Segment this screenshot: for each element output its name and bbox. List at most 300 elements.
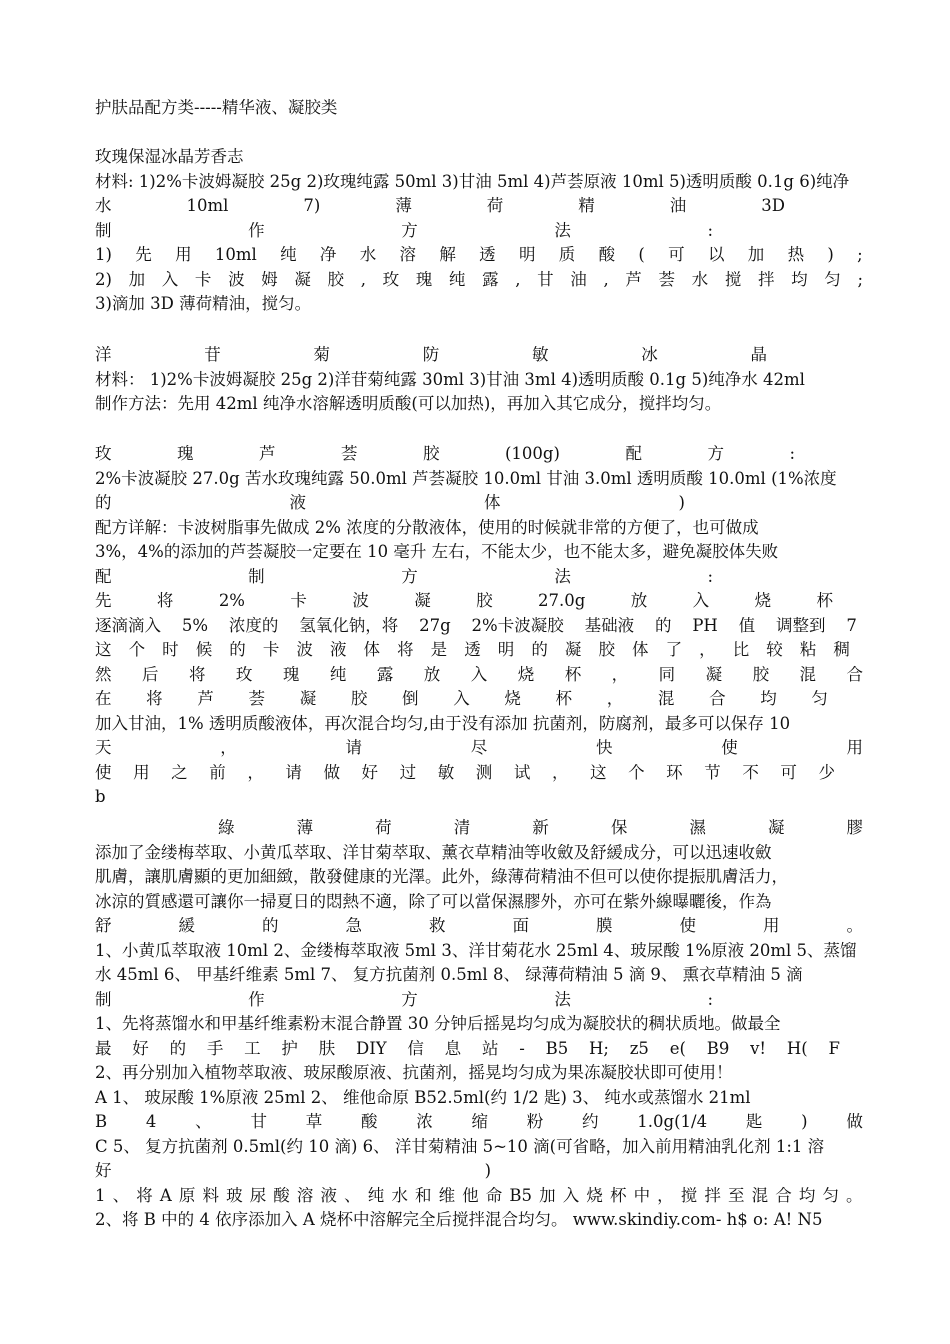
section-4-heading [218,816,863,841]
text-token: 露 [482,270,499,289]
document-title: 护肤品配方类-----精华液、凝胶类 [95,98,338,117]
text-token: 用 [763,916,780,935]
text-token: 粘 [799,640,817,659]
section-3-line: b [95,787,106,806]
text-token: 测 [475,763,493,782]
text-token: 少 [818,763,835,782]
text-token: 1.0g(1/4 [637,1112,708,1131]
text-token: 液 [289,493,307,512]
text-token: 草 [305,1112,323,1131]
section-1-line: 材料: 1)2%卡波姆凝胶 25g 2)玫瑰纯露 50ml 3)甘油 5ml 4)芦荟原液 10ml 5)透明质酸 0.1g 6)纯净 [95,172,850,191]
text-token: 作 [248,990,265,1009]
text-token: 。 [846,1186,863,1205]
text-token: 、 [344,1186,361,1205]
text-token: 膜 [596,916,613,935]
text-token: 洋 [95,345,112,364]
text-token: 好 [95,1161,112,1180]
text-token: 荟 [658,270,675,289]
text-token: 使 [95,763,112,782]
text-token: 放 [423,665,441,684]
text-token: 匀 [811,689,828,708]
text-token: 凝 [299,689,317,708]
text-token: 水 [691,270,709,289]
text-token: 加 [128,270,146,289]
text-token: 将 [146,689,163,708]
text-token: 基础液 [584,616,635,635]
text-token: 拌 [704,1186,721,1205]
text-token: 5% [181,616,209,635]
section-2-line: 制作方法：先用 42ml 纯净水溶解透明质酸(可以加热)，再加入其它成分，搅拌均匀。 [95,394,722,413]
text-token: 好 [361,763,379,782]
text-token: 瑰 [282,665,300,684]
text-token: 候 [195,640,213,659]
text-token: 入 [470,665,488,684]
text-token: 缩 [471,1112,488,1131]
text-token: 至 [728,1186,745,1205]
text-token: 烧 [586,1186,603,1205]
section-1-line: 3)滴加 3D 薄荷精油，搅匀。 [95,294,312,313]
text-token: 胶 [423,444,440,463]
text-token: 荟 [341,444,358,463]
text-token: 护 [281,1039,298,1058]
section-4-line: 水 45ml 6、 甲基纤维素 5ml 7、 复方抗菌剂 0.5ml 8、 绿薄荷精油 5 滴 9、 熏衣草精油 5 滴 [95,965,803,984]
text-token: (100g) [505,444,560,463]
text-token: B5 [545,1039,569,1058]
text-token: 明 [497,640,515,659]
text-token: 芦 [197,689,214,708]
text-token: 请 [285,763,302,782]
text-token: 入 [692,591,710,610]
text-token: 入 [161,270,179,289]
text-token: 合 [775,1186,792,1205]
text-token: ) [484,1161,491,1180]
text-token: 苷 [204,345,221,364]
text-token: 敏 [437,763,455,782]
text-token: 较 [766,640,783,659]
text-token: 体 [484,493,501,512]
text-token: 凝 [564,640,582,659]
text-token: 急 [345,916,362,935]
text-token: 杯 [609,1186,627,1205]
text-token: 先 [135,245,152,264]
text-token: : [707,990,713,1009]
text-token: 入 [453,689,470,708]
text-token: 配 [625,444,642,463]
section-4-line [95,1159,491,1184]
text-token: - [519,1039,525,1058]
section-3-line: 配方详解：卡波树脂事先做成 2% 浓度的分散液体，使用的时候就非常的方便了，也可做成 [95,518,759,537]
text-token: H; [589,1039,609,1058]
text-token: 救 [429,916,446,935]
text-token: 使 [721,738,738,757]
text-token: 氢氧化钠，将 [299,616,399,635]
text-token: 的 [654,616,672,635]
text-token: 逐滴滴入 [95,616,161,635]
text-token: 水 [359,245,377,264]
text-token: 快 [596,738,613,757]
text-token: : [707,567,713,586]
text-token: 胶 [752,665,770,684]
text-token: 浓度的 [228,616,279,635]
section-2-line: 材料： 1)2%卡波姆凝胶 25g 2)洋苷菊纯露 30ml 3)甘油 3ml 4)透明质酸 0.1g 5)纯净水 42ml [95,370,805,389]
text-token: 、 [112,1186,130,1205]
text-token: PH [692,616,718,635]
section-4-line [95,1037,840,1062]
section-3-line: 加入甘油，1% 透明质酸液体，再次混合均匀,由于没有添加 抗菌剂，防腐剂，最多可以保存 10 [95,714,791,733]
text-token: 露 [376,665,394,684]
text-token: 方 [401,221,418,240]
text-token: 他 [462,1186,479,1205]
text-token: 芦 [259,444,276,463]
text-token: ， [657,1186,674,1205]
text-token: ， [551,763,569,782]
text-token: 胶 [598,640,615,659]
text-token: ， [606,689,624,708]
text-token: 芦 [625,270,642,289]
text-token: 料 [202,1186,219,1205]
text-token: 过 [399,763,417,782]
text-token: 新 [532,818,549,837]
text-token: 27g [419,616,451,635]
text-token: ; [857,245,863,264]
text-token: 尿 [249,1186,267,1205]
text-token: 綠 [218,818,235,837]
section-3-line [95,565,713,590]
text-token: v! [750,1039,767,1058]
text-token: , [515,270,521,289]
text-token: 7 [846,616,857,635]
text-token: 热 [787,245,805,264]
text-token: 请 [345,738,362,757]
text-token: 凝 [767,818,785,837]
text-token: 做 [846,1112,863,1131]
text-token: 水 [95,196,112,215]
section-4-line: 1、小黄瓜萃取液 10ml 2、金缕梅萃取液 5ml 3、洋甘菊花水 25ml 4、玻尿酸 1%原液 20ml 5、蒸馏 [95,941,857,960]
text-token: 配 [95,567,112,586]
text-token: B9 [706,1039,730,1058]
text-token: 在 [95,689,112,708]
text-token: 油 [669,196,687,215]
text-token: 入 [562,1186,580,1205]
text-token: 纯 [367,1186,385,1205]
text-token: 液 [320,1186,338,1205]
text-token: 和 [414,1186,432,1205]
text-token: 玻 [226,1186,243,1205]
text-token: 解 [439,245,456,264]
text-token: 合 [709,689,726,708]
section-4-line: 1、先将蒸馏水和甲基纤维素粉末混合静置 30 分钟后摇晃均匀成为凝胶状的稠状质地。做最全 [95,1014,781,1033]
text-token: 玫 [382,270,400,289]
text-token: 同 [658,665,676,684]
text-token: ) [678,493,685,512]
text-token: 可 [668,245,685,264]
text-token: 2) [95,270,112,289]
text-token: 瑰 [415,270,433,289]
section-4-line: 添加了金缕梅萃取、小黄瓜萃取、洋甘菊萃取、薰衣草精油等收斂及舒緩成分，可以迅速收斂 [95,843,772,862]
text-token: 透 [464,640,481,659]
text-token: 体 [363,640,380,659]
text-token: 均 [791,270,808,289]
text-token: 油 [570,270,587,289]
text-token: 明 [518,245,536,264]
text-token: 粉 [526,1112,544,1131]
text-token: 命 [485,1186,503,1205]
text-token: 7) [303,196,321,215]
text-token: 方 [401,567,418,586]
text-token: ， [699,640,716,659]
text-token: 净 [319,245,337,264]
text-token: 10ml [186,196,229,215]
text-token: 均 [760,689,777,708]
section-4-line: A 1、 玻尿酸 1%原液 25ml 2、 维他命原 B52.5ml(约 1/2 匙) 3、 纯水或蒸馏水 21ml [95,1088,751,1107]
text-token: 用 [175,245,192,264]
text-token: 面 [512,916,529,935]
section-3-line [95,614,857,639]
text-token: 信 [407,1039,424,1058]
text-token: 原 [178,1186,196,1205]
section-3-line [95,736,863,761]
text-token: 的 [262,916,279,935]
text-token: B5 [509,1186,533,1205]
text-token: 胶 [476,591,493,610]
text-token: 纯 [280,245,297,264]
text-token: 制 [248,567,265,586]
text-token: 工 [244,1039,261,1058]
section-2-heading [95,343,767,368]
text-token: 是 [430,640,448,659]
text-token: 、 [195,1112,212,1131]
text-token: ( [638,245,645,264]
text-token: 使 [679,916,696,935]
text-token: 做 [323,763,340,782]
text-token: 緩 [178,916,195,935]
text-token: 将 [136,1186,153,1205]
text-token: 玫 [235,665,253,684]
text-token: 倒 [402,689,419,708]
text-token: 将 [156,591,174,610]
text-token: ) [801,1112,808,1131]
text-token: 纯 [448,270,466,289]
text-token: ) [827,245,834,264]
text-token: 。 [846,916,863,935]
text-token: 这 [95,640,112,659]
text-token: ， [247,763,264,782]
text-token: 匀 [822,1186,839,1205]
text-token: 玫 [95,444,112,463]
text-token: 法 [554,567,571,586]
text-token: 制 [95,990,112,1009]
text-token: 酸 [360,1112,378,1131]
section-4-line [95,914,863,939]
text-token: 前 [209,763,226,782]
text-token: 纯 [329,665,347,684]
section-1-line [95,194,785,219]
text-token: 拌 [757,270,775,289]
text-token: 了 [665,640,683,659]
section-4-line [95,988,713,1013]
text-token: ， [611,665,629,684]
text-token: e( [669,1039,686,1058]
text-token: 薄 [296,818,314,837]
text-token: 杯 [564,665,582,684]
section-1-line [95,268,863,293]
text-token: 防 [422,345,440,364]
text-token: 约 [582,1112,599,1131]
text-token: H( [786,1039,808,1058]
text-token: 膠 [846,818,863,837]
text-token: 放 [630,591,648,610]
text-token: 姆 [261,270,278,289]
text-token: 不 [742,763,759,782]
text-token: 酸 [273,1186,290,1205]
text-token: 的 [531,640,548,659]
text-token: 溶 [399,245,417,264]
text-token: 站 [481,1039,499,1058]
text-token: 后 [141,665,159,684]
section-3-line: 2%卡波凝胶 27.0g 苦水玫瑰纯露 50.0ml 芦荟凝胶 10.0ml 甘油 3.0ml 透明质酸 10.0ml (1%浓度 [95,469,837,488]
text-token: 2%卡波凝胶 [471,616,564,635]
text-token: 波 [352,591,369,610]
text-token: 方 [401,990,418,1009]
section-4-line: 肌膚，讓肌膚顯的更加細緻，散發健康的光澤。此外，綠薄荷精油不但可以使你提振肌膚活力， [95,867,788,886]
text-token: 3D [761,196,785,215]
text-token: 1 [95,1186,106,1205]
text-token: 然 [95,665,112,684]
section-4-line: 冰涼的質感還可讓你一掃夏日的悶熱不適，除了可以當保濕膠外，亦可在紫外線曝曬後，作為 [95,892,772,911]
text-token: 溶 [296,1186,314,1205]
section-1-line [95,219,713,244]
text-token: 1) [95,245,112,264]
text-token: 凝 [294,270,311,289]
text-token: , [603,270,609,289]
section-4-line: 2、将 B 中的 4 依序添加入 A 烧杯中溶解完全后搅拌混合均匀。 www.skindiy.com- h$ o: A! N5 [95,1210,823,1229]
text-token: 舒 [95,916,112,935]
section-3-line [95,638,850,663]
text-token: 荷 [486,196,504,215]
text-token: 晶 [750,345,767,364]
section-4-line: 2、再分别加入植物萃取液、玻尿酸原液、抗菌剂，摇晃均匀成为果冻凝胶状即可使用！ [95,1063,733,1082]
text-token: 保 [610,818,628,837]
text-token: 杯 [555,689,573,708]
text-token: 值 [738,616,756,635]
text-token: 混 [657,689,675,708]
section-3-line [95,687,828,712]
text-token: 瑰 [177,444,194,463]
text-token: ; [857,270,863,289]
text-token: 先 [95,591,112,610]
text-token: 个 [628,763,645,782]
text-token: 菊 [313,345,330,364]
text-token: 手 [206,1039,224,1058]
text-token: 时 [162,640,179,659]
text-token: 这 [590,763,607,782]
section-4-line: C 5、 复方抗菌剂 0.5ml(约 10 滴) 6、 洋甘菊精油 5~10 滴(可省略，加入前用精油乳化剂 1:1 溶 [95,1137,825,1156]
text-token: 个 [128,640,146,659]
text-token: 合 [846,665,863,684]
text-token: 烧 [504,689,521,708]
text-token: 中 [633,1186,651,1205]
text-token: 甘 [250,1112,267,1131]
text-token: 的 [229,640,246,659]
text-token: 匙 [745,1112,763,1131]
text-token: 法 [554,990,571,1009]
text-token: 节 [704,763,721,782]
text-token: 息 [444,1039,462,1058]
text-token: 杯 [816,591,833,610]
text-token: 的 [169,1039,187,1058]
text-token: 最 [95,1039,112,1058]
text-token: 加 [539,1186,556,1205]
text-token: 之 [171,763,188,782]
text-token: 环 [666,763,683,782]
text-token: 烧 [754,591,772,610]
text-token: 水 [391,1186,408,1205]
text-token: A [159,1186,172,1205]
text-token: 2% [218,591,245,610]
text-token: 质 [558,245,576,264]
text-token: 10ml [214,245,257,264]
text-token: 肤 [318,1039,336,1058]
text-token: 波 [296,640,313,659]
text-token: 酸 [598,245,616,264]
text-token: 比 [732,640,750,659]
text-token: 冰 [641,345,658,364]
text-token: DIY [355,1039,387,1058]
text-token: 卡 [262,640,280,659]
text-token: , [360,270,366,289]
text-token: 胶 [327,270,345,289]
section-3-line [95,663,863,688]
section-3-line: 3%，4%的添加的芦荟凝胶一定要在 10 毫升 左右，不能太少，也不能太多，避免凝胶体失败 [95,542,779,561]
text-token: 搅 [724,270,742,289]
text-token: 搅 [680,1186,698,1205]
text-token: 4 [145,1112,157,1131]
text-token: 体 [632,640,649,659]
text-token: 凝 [414,591,431,610]
text-token: 卡 [194,270,212,289]
text-token: 试 [513,763,531,782]
text-token: : [707,221,713,240]
section-1-heading: 玫瑰保湿冰晶芳香志 [95,147,244,166]
section-3-line [95,761,835,786]
text-token: 混 [799,665,817,684]
section-3-line [95,491,685,516]
text-token: 调整到 [776,616,826,635]
text-token: 荷 [375,818,392,837]
text-token: 荟 [248,689,266,708]
section-1-line [95,243,863,268]
text-token: 制 [95,221,112,240]
text-token: 胶 [350,689,368,708]
text-token: 加 [747,245,765,264]
section-4-line [95,1110,863,1135]
text-token: 濕 [689,818,706,837]
text-token: 液 [329,640,347,659]
text-token: 清 [453,818,471,837]
text-token: 浓 [416,1112,433,1131]
text-token: 的 [95,493,112,512]
text-token: F [828,1039,840,1058]
text-token: 作 [248,221,265,240]
text-token: 将 [397,640,414,659]
text-token: 卡 [290,591,307,610]
section-3-line [95,589,833,614]
text-token: 精 [578,196,595,215]
text-token: 混 [751,1186,769,1205]
section-3-heading [95,442,795,467]
text-token: 薄 [395,196,412,215]
text-token: 烧 [517,665,535,684]
